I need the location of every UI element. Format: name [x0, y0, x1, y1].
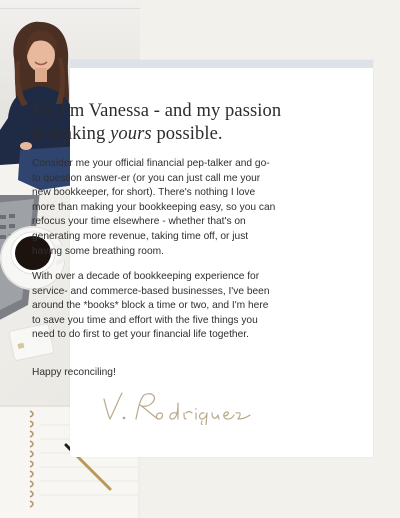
intro-paragraph: Consider me your official financial pep-talker and go-to question answer-er (or you can just call me your new bookkeeper, for short). There's nothing I love more than making your bookkeeping easy, so you can refocus your time elsewhere - whether that's on generating more revenue, taking time off, or just having some breathing room. [32, 158, 276, 257]
closing-line: Happy reconciling! [32, 367, 116, 378]
card-accent-band [70, 60, 373, 68]
emphasis-word: yours [110, 124, 152, 144]
page-title: Hi, I'm Vanessa - and my passion is making yours possible. [32, 101, 282, 144]
handwritten-signature [100, 389, 260, 425]
experience-paragraph: With over a decade of bookkeeping experience for service- and commerce-based businesses, I've been around the *books* block a time or two, and I'm here to save you time and effort with the five things you need to do first to get your financial life together. [32, 271, 270, 341]
